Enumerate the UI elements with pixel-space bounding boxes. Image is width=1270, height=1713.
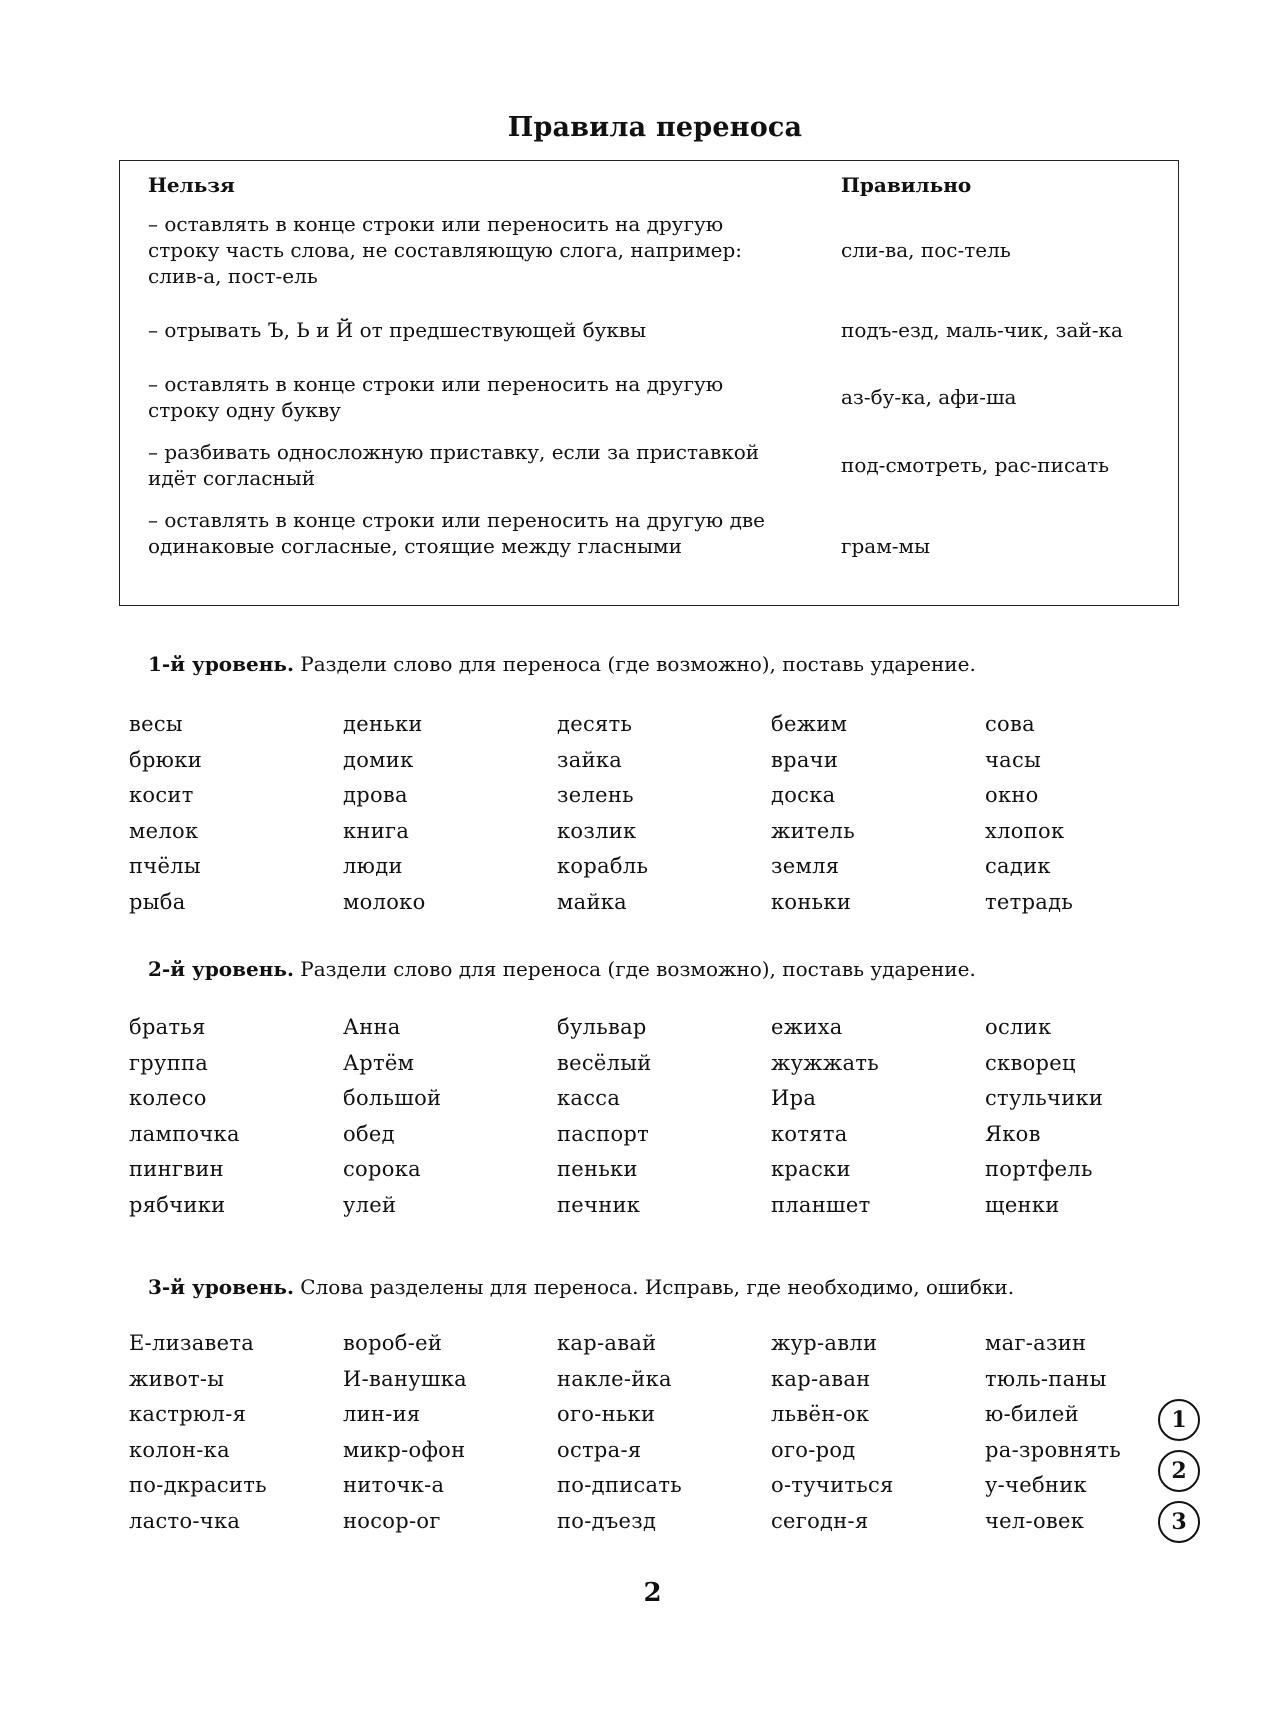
rule-wrong-text: – оставлять в конце строки или переносить на другую строку часть слова, не составляющую слога, например: слив-а, пост-ель [148, 212, 743, 288]
word-cell: микр-офон [343, 1437, 466, 1462]
word-cell: остра-я [557, 1437, 642, 1462]
rule-right-example: под-смотреть, рас-писать [841, 453, 1110, 477]
rules-table [119, 160, 1179, 606]
word-cell: пингвин [129, 1157, 224, 1182]
word-cell: люди [343, 854, 403, 879]
word-cell: косит [129, 783, 194, 808]
word-cell: ого-род [771, 1437, 856, 1462]
word-cell: рыба [129, 890, 186, 914]
level1-text: Раздели слово для переноса (где возможно), поставь ударение. [300, 652, 976, 676]
word-cell: корабль [557, 854, 649, 879]
word-cell: большой [343, 1086, 442, 1111]
word-cell: Артём [343, 1050, 415, 1075]
word-cell: печник [557, 1193, 641, 1217]
word-cell: ласто-чка [129, 1509, 241, 1533]
word-cell: накле-йка [557, 1366, 672, 1391]
word-cell: Яков [985, 1121, 1041, 1146]
word-cell: коньки [771, 890, 852, 914]
word-cell: колон-ка [129, 1437, 230, 1462]
word-cell: носор-ог [343, 1509, 441, 1533]
word-cell: жужжать [771, 1050, 879, 1075]
word-cell: хлопок [985, 818, 1065, 843]
word-cell: книга [343, 818, 410, 843]
word-cell: зайка [557, 747, 623, 772]
word-cell: стульчики [985, 1086, 1104, 1111]
word-cell: лин-ия [343, 1402, 421, 1427]
word-cell: улей [343, 1193, 397, 1217]
word-cell: скворец [985, 1050, 1076, 1075]
rule-row [120, 507, 1178, 587]
word-cell: доска [771, 783, 836, 808]
rule-row [120, 439, 1178, 493]
word-cell: домик [343, 747, 414, 772]
word-cell: вороб-ей [343, 1331, 443, 1355]
word-cell: о-тучиться [771, 1473, 894, 1498]
word-cell: ю-билей [985, 1402, 1079, 1427]
word-cell: обед [343, 1121, 395, 1146]
word-cell: Ира [771, 1086, 817, 1111]
word-cell: ого-ньки [557, 1402, 656, 1427]
rule-wrong-text: – оставлять в конце строки или переносить на другую строку одну букву [148, 372, 724, 422]
word-cell: молоко [343, 890, 426, 914]
word-cell: ослик [985, 1015, 1052, 1039]
word-cell: львён-ок [771, 1402, 870, 1427]
word-cell: по-дкрасить [129, 1473, 267, 1498]
word-cell: живот-ы [129, 1366, 225, 1391]
word-cell: окно [985, 783, 1039, 808]
word-cell: тюль-паны [985, 1366, 1107, 1391]
rules-col-wrong-header: Нельзя [148, 173, 235, 197]
word-cell: жур-авли [771, 1331, 878, 1355]
level2-label: 2-й уровень. [148, 957, 294, 981]
rule-right-example: подъ-езд, маль-чик, зай-ка [841, 318, 1123, 342]
word-cell: рябчики [129, 1193, 226, 1217]
word-cell: кар-аван [771, 1366, 871, 1391]
word-cell: земля [771, 854, 840, 879]
word-cell: бульвар [557, 1015, 647, 1039]
level-badge-3: 3 [1158, 1501, 1200, 1543]
page-title: Правила переноса [507, 112, 803, 143]
rules-col-right-header: Правильно [841, 173, 972, 197]
page-number: 2 [643, 1578, 662, 1608]
word-cell: колесо [129, 1086, 207, 1111]
rule-right-example: грам-мы [841, 534, 930, 558]
word-cell: группа [129, 1050, 209, 1075]
level1-label: 1-й уровень. [148, 652, 294, 676]
word-cell: Анна [343, 1015, 401, 1039]
rule-row [120, 317, 1178, 347]
word-cell: краски [771, 1157, 851, 1182]
word-cell: чел-овек [985, 1509, 1085, 1533]
word-cell: кар-авай [557, 1331, 657, 1355]
level1-instruction [148, 652, 976, 676]
word-cell: сегодн-я [771, 1509, 869, 1533]
level3-instruction [148, 1275, 1014, 1299]
word-cell: мелок [129, 818, 199, 843]
word-cell: житель [771, 818, 855, 843]
rule-wrong-text: – отрывать Ъ, Ь и Й от предшествующей буквы [148, 318, 647, 342]
word-cell: брюки [129, 747, 202, 772]
word-cell: весёлый [557, 1050, 652, 1075]
word-cell: по-дъезд [557, 1509, 657, 1533]
rule-row [120, 371, 1178, 425]
level2-instruction [148, 957, 976, 981]
word-cell: паспорт [557, 1121, 650, 1146]
rule-wrong-text: – разбивать односложную приставку, если за приставкой идёт согласный [148, 440, 760, 490]
word-cell: ра-зровнять [985, 1437, 1122, 1462]
word-cell: дрова [343, 783, 408, 808]
word-cell: козлик [557, 818, 637, 843]
word-cell: по-дписать [557, 1473, 682, 1498]
word-cell: котята [771, 1121, 848, 1146]
word-cell: портфель [985, 1157, 1093, 1182]
word-cell: сорока [343, 1157, 421, 1182]
level-badge-2: 2 [1158, 1450, 1200, 1492]
word-cell: бежим [771, 712, 848, 736]
word-cell: ниточк-а [343, 1473, 445, 1498]
level3-text: Слова разделены для переноса. Исправь, где необходимо, ошибки. [300, 1275, 1015, 1299]
word-cell: деньки [343, 712, 423, 736]
word-cell: весы [129, 712, 183, 736]
word-cell: щенки [985, 1193, 1060, 1217]
word-cell: зелень [557, 783, 634, 808]
word-cell: часы [985, 747, 1042, 772]
word-cell: маг-азин [985, 1331, 1087, 1355]
word-cell: планшет [771, 1193, 871, 1217]
word-cell: у-чебник [985, 1473, 1087, 1498]
level-badge-1: 1 [1158, 1399, 1200, 1441]
word-cell: пчёлы [129, 854, 201, 879]
word-cell: тетрадь [985, 890, 1074, 914]
word-cell: лампочка [129, 1121, 240, 1146]
word-cell: садик [985, 854, 1051, 879]
rule-right-example: аз-бу-ка, афи-ша [841, 385, 1017, 409]
rule-wrong-text: – оставлять в конце строки или переносить на другую две одинаковые согласные, стоящие между гласными [148, 508, 765, 558]
rule-row [120, 211, 1178, 291]
word-cell: братья [129, 1015, 206, 1039]
word-cell: пеньки [557, 1157, 638, 1182]
word-cell: кастрюл-я [129, 1402, 247, 1427]
word-cell: ежиха [771, 1015, 843, 1039]
word-cell: сова [985, 712, 1035, 736]
word-cell: майка [557, 890, 627, 914]
word-cell: И-ванушка [343, 1366, 467, 1391]
word-cell: десять [557, 712, 633, 736]
word-cell: врачи [771, 747, 839, 772]
rule-right-example: сли-ва, пос-тель [841, 238, 1011, 262]
level2-text: Раздели слово для переноса (где возможно), поставь ударение. [300, 957, 976, 981]
word-cell: касса [557, 1086, 621, 1111]
level3-label: 3-й уровень. [148, 1275, 294, 1299]
word-cell: Е-лизавета [129, 1331, 255, 1355]
